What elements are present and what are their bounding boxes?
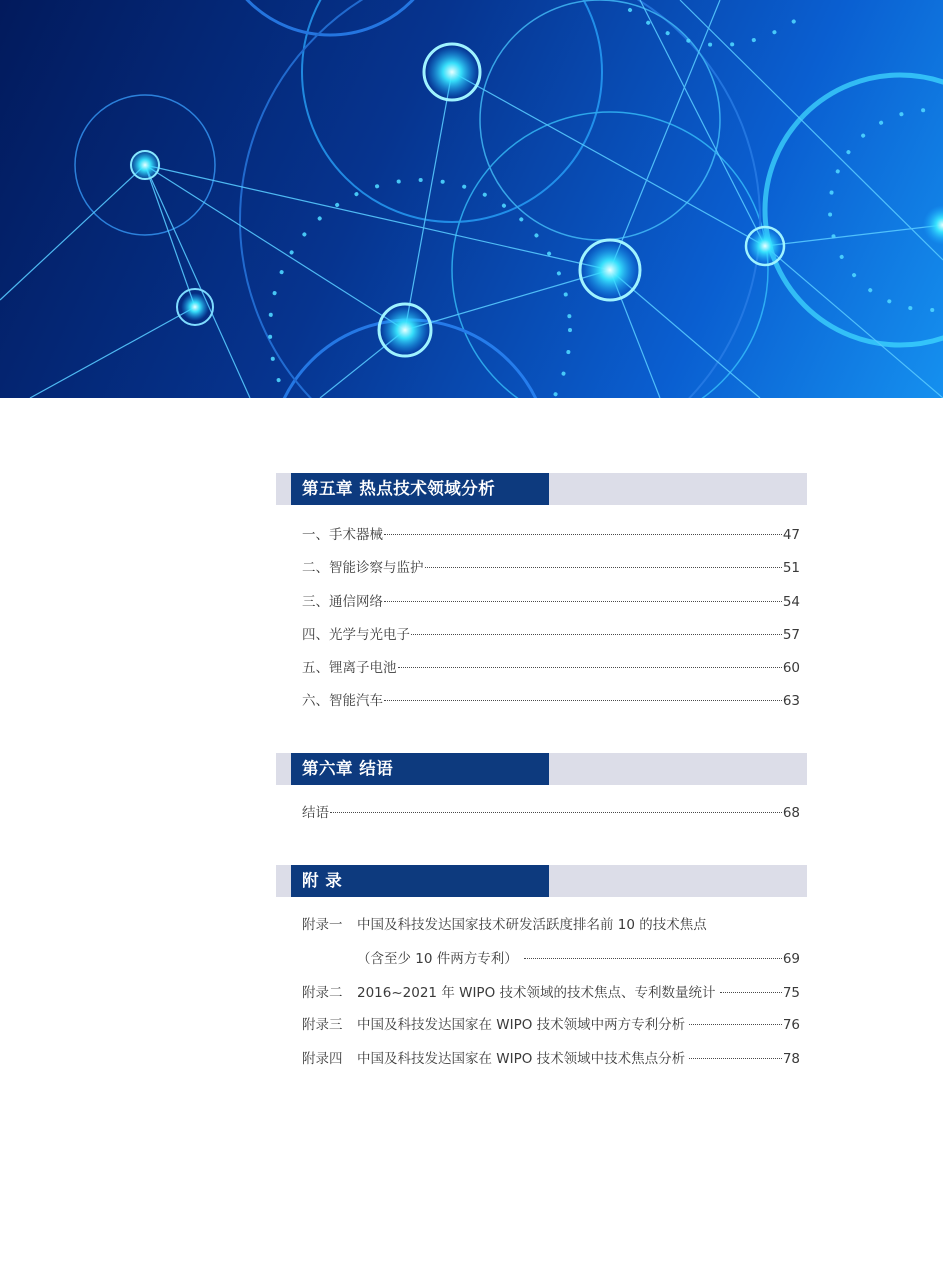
appendix-title: 附 录 (291, 865, 549, 897)
toc-page-number: 57 (782, 627, 800, 643)
toc-entry-label: 中国及科技发达国家在 WIPO 技术领域中两方专利分析 (357, 1017, 686, 1033)
dot-leader (425, 567, 782, 568)
chapter5-title: 第五章 热点技术领域分析 (291, 473, 549, 505)
dot-leader (384, 534, 782, 535)
toc-entry-label: 三、通信网络 (302, 594, 383, 610)
toc-entry-appendix1-line2[interactable] (357, 947, 800, 971)
toc-page-number: 60 (782, 660, 800, 676)
toc-page-number: 75 (782, 985, 800, 1001)
chapter5-header (276, 473, 807, 505)
network-graphic (0, 0, 943, 398)
dot-leader (411, 634, 782, 635)
toc-entry-smart-diagnosis[interactable] (302, 556, 800, 580)
appendix-prefix: 附录四 (302, 1051, 343, 1067)
dot-leader (689, 1024, 782, 1025)
toc-entry-label: 结语 (302, 805, 329, 821)
toc-page-number: 54 (782, 594, 800, 610)
dot-leader (384, 601, 782, 602)
toc-entry-label: 中国及科技发达国家技术研发活跃度排名前 10 的技术焦点 (357, 917, 707, 933)
toc-entry-label: 四、光学与光电子 (302, 627, 410, 643)
appendix-prefix: 附录一 (302, 917, 343, 933)
toc-page-number: 78 (782, 1051, 800, 1067)
toc-entry-label: 一、手术器械 (302, 527, 383, 543)
toc-entry-surgical-instruments[interactable] (302, 523, 800, 547)
chapter6-header (276, 753, 807, 785)
dot-leader (384, 700, 782, 701)
toc-entry-communication-network[interactable] (302, 590, 800, 614)
toc-page-number: 76 (782, 1017, 800, 1033)
toc-entry-optics[interactable] (302, 623, 800, 647)
toc-page-number: 69 (782, 951, 800, 967)
dot-leader (689, 1058, 782, 1059)
toc-entry-appendix4[interactable] (302, 1047, 800, 1071)
toc-page-number: 63 (782, 693, 800, 709)
toc-page-number: 68 (782, 805, 800, 821)
toc-entry-appendix2[interactable] (302, 981, 800, 1005)
toc-page-number: 47 (782, 527, 800, 543)
network-banner-image (0, 0, 943, 398)
toc-entry-label: 2016~2021 年 WIPO 技术领域的技术焦点、专利数量统计 (357, 985, 716, 1001)
toc-entry-label: 中国及科技发达国家在 WIPO 技术领域中技术焦点分析 (357, 1051, 686, 1067)
toc-entry-label: 二、智能诊察与监护 (302, 560, 424, 576)
toc-entry-smart-car[interactable] (302, 689, 800, 713)
dot-leader (330, 812, 782, 813)
chapter6-title: 第六章 结语 (291, 753, 549, 785)
toc-page-number: 51 (782, 560, 800, 576)
appendix-header (276, 865, 807, 897)
dot-leader (398, 667, 782, 668)
toc-entry-label: 六、智能汽车 (302, 693, 383, 709)
appendix-prefix: 附录二 (302, 985, 343, 1001)
toc-entry-lithium-battery[interactable] (302, 656, 800, 680)
toc-entry-appendix3[interactable] (302, 1013, 800, 1037)
toc-entry-conclusion[interactable] (302, 801, 800, 825)
toc-entry-label: （含至少 10 件两方专利） (357, 951, 518, 967)
appendix-prefix: 附录三 (302, 1017, 343, 1033)
dot-leader (524, 958, 782, 959)
toc-entry-label: 五、锂离子电池 (302, 660, 397, 676)
toc-entry-appendix1-line1[interactable] (302, 913, 800, 937)
dot-leader (720, 992, 782, 993)
